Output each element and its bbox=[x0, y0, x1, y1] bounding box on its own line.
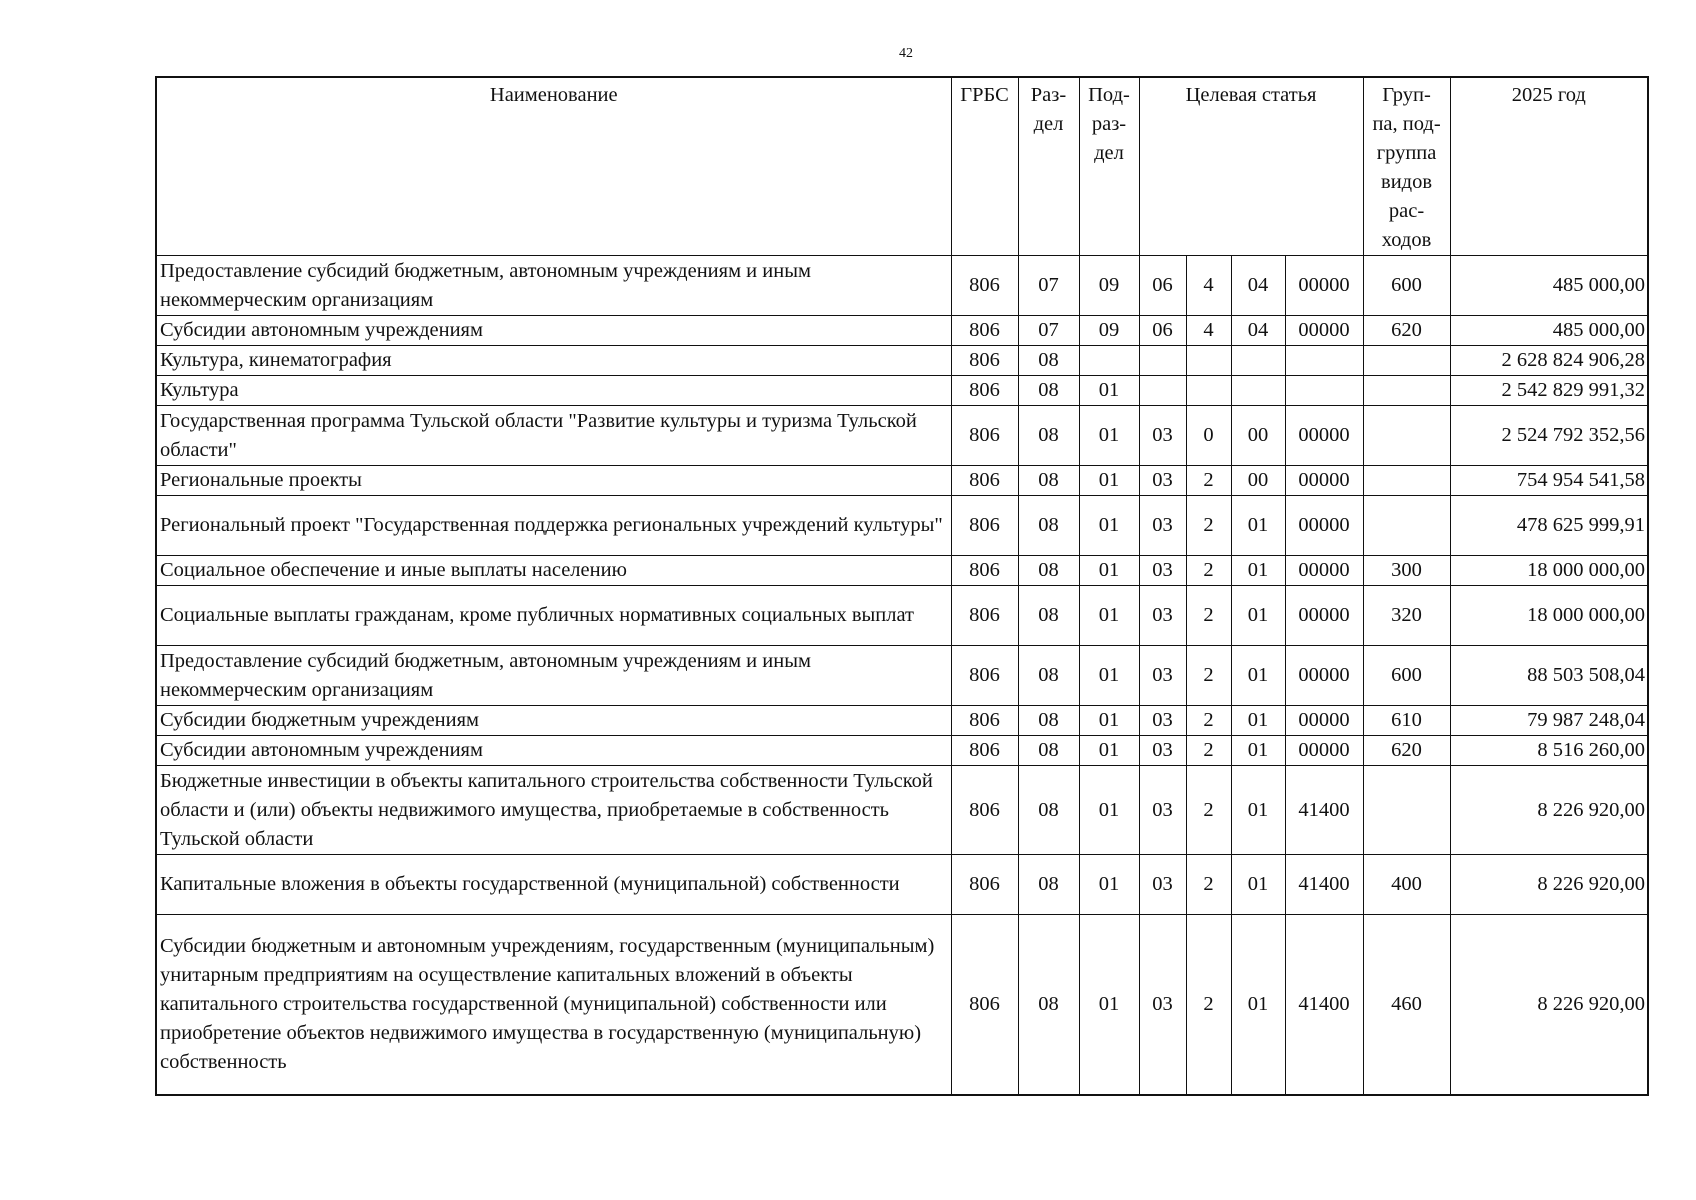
row-target-type: 2 bbox=[1186, 466, 1231, 496]
row-amount: 18 000 000,00 bbox=[1450, 586, 1648, 646]
row-target-subprogram: 01 bbox=[1231, 855, 1285, 915]
row-expense-group: 600 bbox=[1363, 256, 1450, 316]
row-target-type: 2 bbox=[1186, 556, 1231, 586]
row-razdel: 08 bbox=[1018, 586, 1079, 646]
row-name: Предоставление субсидий бюджетным, автономным учреждениям и иным некоммерческим организациям bbox=[156, 256, 951, 316]
row-target-direction: 41400 bbox=[1285, 855, 1363, 915]
row-target-program: 03 bbox=[1139, 855, 1186, 915]
row-grbs: 806 bbox=[951, 256, 1018, 316]
row-amount: 88 503 508,04 bbox=[1450, 646, 1648, 706]
table-row bbox=[156, 736, 1648, 766]
row-target-program: 06 bbox=[1139, 256, 1186, 316]
row-target-subprogram bbox=[1231, 346, 1285, 376]
row-target-direction bbox=[1285, 376, 1363, 406]
row-expense-group bbox=[1363, 466, 1450, 496]
row-amount: 8 516 260,00 bbox=[1450, 736, 1648, 766]
row-target-subprogram: 01 bbox=[1231, 766, 1285, 855]
row-razdel: 08 bbox=[1018, 466, 1079, 496]
row-amount: 8 226 920,00 bbox=[1450, 766, 1648, 855]
row-razdel: 08 bbox=[1018, 766, 1079, 855]
row-expense-group bbox=[1363, 346, 1450, 376]
row-amount: 485 000,00 bbox=[1450, 256, 1648, 316]
row-target-program: 03 bbox=[1139, 556, 1186, 586]
table-row bbox=[156, 316, 1648, 346]
row-name: Капитальные вложения в объекты государственной (муниципальной) собственности bbox=[156, 855, 951, 915]
row-target-type: 4 bbox=[1186, 256, 1231, 316]
row-target-program: 03 bbox=[1139, 736, 1186, 766]
header-target-article: Целевая статья bbox=[1139, 77, 1363, 256]
row-target-subprogram: 01 bbox=[1231, 496, 1285, 556]
row-target-program bbox=[1139, 376, 1186, 406]
row-name: Региональный проект "Государственная поддержка региональных учреждений культуры" bbox=[156, 496, 951, 556]
row-expense-group bbox=[1363, 406, 1450, 466]
row-podrazdel: 01 bbox=[1079, 496, 1139, 556]
row-grbs: 806 bbox=[951, 766, 1018, 855]
row-target-type: 2 bbox=[1186, 496, 1231, 556]
table-row bbox=[156, 466, 1648, 496]
row-expense-group: 300 bbox=[1363, 556, 1450, 586]
row-target-subprogram: 01 bbox=[1231, 915, 1285, 1095]
row-amount: 8 226 920,00 bbox=[1450, 915, 1648, 1095]
row-target-subprogram: 01 bbox=[1231, 646, 1285, 706]
row-amount: 2 542 829 991,32 bbox=[1450, 376, 1648, 406]
row-razdel: 08 bbox=[1018, 736, 1079, 766]
row-podrazdel: 01 bbox=[1079, 706, 1139, 736]
row-target-subprogram: 00 bbox=[1231, 406, 1285, 466]
row-target-direction: 00000 bbox=[1285, 316, 1363, 346]
row-podrazdel: 01 bbox=[1079, 915, 1139, 1095]
row-expense-group: 400 bbox=[1363, 855, 1450, 915]
row-name: Государственная программа Тульской области "Развитие культуры и туризма Тульской области" bbox=[156, 406, 951, 466]
row-expense-group bbox=[1363, 766, 1450, 855]
table-row bbox=[156, 766, 1648, 855]
row-target-direction: 00000 bbox=[1285, 736, 1363, 766]
row-target-subprogram: 01 bbox=[1231, 556, 1285, 586]
row-name: Социальное обеспечение и иные выплаты населению bbox=[156, 556, 951, 586]
row-expense-group: 600 bbox=[1363, 646, 1450, 706]
row-expense-group: 620 bbox=[1363, 316, 1450, 346]
row-podrazdel: 01 bbox=[1079, 376, 1139, 406]
row-podrazdel: 09 bbox=[1079, 316, 1139, 346]
row-podrazdel: 01 bbox=[1079, 766, 1139, 855]
row-target-direction: 00000 bbox=[1285, 646, 1363, 706]
row-target-program: 03 bbox=[1139, 706, 1186, 736]
row-grbs: 806 bbox=[951, 496, 1018, 556]
row-target-subprogram: 04 bbox=[1231, 256, 1285, 316]
row-grbs: 806 bbox=[951, 646, 1018, 706]
row-amount: 2 628 824 906,28 bbox=[1450, 346, 1648, 376]
row-amount: 79 987 248,04 bbox=[1450, 706, 1648, 736]
row-target-direction: 41400 bbox=[1285, 915, 1363, 1095]
row-grbs: 806 bbox=[951, 406, 1018, 466]
row-grbs: 806 bbox=[951, 736, 1018, 766]
row-podrazdel: 01 bbox=[1079, 556, 1139, 586]
row-target-type bbox=[1186, 346, 1231, 376]
table-body bbox=[156, 256, 1648, 1095]
row-expense-group: 620 bbox=[1363, 736, 1450, 766]
row-target-direction: 00000 bbox=[1285, 556, 1363, 586]
row-expense-group: 460 bbox=[1363, 915, 1450, 1095]
row-target-direction: 00000 bbox=[1285, 586, 1363, 646]
row-podrazdel: 01 bbox=[1079, 855, 1139, 915]
row-expense-group bbox=[1363, 496, 1450, 556]
row-expense-group bbox=[1363, 376, 1450, 406]
row-name: Субсидии бюджетным и автономным учреждениям, государственным (муниципальным) унитарным предприятиям на осуществление капитальных вложений в объекты капитального строительства государственной (муниципальной) собственности или приобретение объектов недвижимого имущества в государственную (муниципальную) собственность bbox=[156, 915, 951, 1095]
row-amount: 485 000,00 bbox=[1450, 316, 1648, 346]
row-target-direction: 00000 bbox=[1285, 466, 1363, 496]
row-target-direction: 00000 bbox=[1285, 406, 1363, 466]
row-razdel: 08 bbox=[1018, 556, 1079, 586]
row-target-type: 2 bbox=[1186, 706, 1231, 736]
table-row bbox=[156, 855, 1648, 915]
row-grbs: 806 bbox=[951, 556, 1018, 586]
row-amount: 2 524 792 352,56 bbox=[1450, 406, 1648, 466]
row-amount: 478 625 999,91 bbox=[1450, 496, 1648, 556]
row-podrazdel: 01 bbox=[1079, 646, 1139, 706]
row-name: Социальные выплаты гражданам, кроме публичных нормативных социальных выплат bbox=[156, 586, 951, 646]
row-target-subprogram: 00 bbox=[1231, 466, 1285, 496]
table-row bbox=[156, 646, 1648, 706]
row-target-direction: 00000 bbox=[1285, 256, 1363, 316]
row-target-subprogram: 01 bbox=[1231, 586, 1285, 646]
row-target-type: 4 bbox=[1186, 316, 1231, 346]
row-target-direction bbox=[1285, 346, 1363, 376]
row-razdel: 08 bbox=[1018, 406, 1079, 466]
row-target-type: 0 bbox=[1186, 406, 1231, 466]
header-grbs: ГРБС bbox=[951, 77, 1018, 256]
row-razdel: 08 bbox=[1018, 496, 1079, 556]
table-row bbox=[156, 346, 1648, 376]
row-razdel: 07 bbox=[1018, 316, 1079, 346]
row-podrazdel: 01 bbox=[1079, 406, 1139, 466]
row-target-program: 06 bbox=[1139, 316, 1186, 346]
header-razdel: Раз- дел bbox=[1018, 77, 1079, 256]
table-row bbox=[156, 496, 1648, 556]
table-row bbox=[156, 586, 1648, 646]
row-target-program bbox=[1139, 346, 1186, 376]
table-row bbox=[156, 556, 1648, 586]
row-target-direction: 00000 bbox=[1285, 496, 1363, 556]
row-name: Бюджетные инвестиции в объекты капитального строительства собственности Тульской области и (или) объекты недвижимого имущества, приобретаемые в собственность Тульской области bbox=[156, 766, 951, 855]
row-name: Субсидии автономным учреждениям bbox=[156, 736, 951, 766]
row-target-subprogram: 04 bbox=[1231, 316, 1285, 346]
row-podrazdel: 01 bbox=[1079, 466, 1139, 496]
row-razdel: 07 bbox=[1018, 256, 1079, 316]
row-grbs: 806 bbox=[951, 376, 1018, 406]
row-podrazdel: 09 bbox=[1079, 256, 1139, 316]
row-amount: 18 000 000,00 bbox=[1450, 556, 1648, 586]
header-name: Наименование bbox=[156, 77, 951, 256]
row-amount: 754 954 541,58 bbox=[1450, 466, 1648, 496]
row-target-subprogram bbox=[1231, 376, 1285, 406]
row-razdel: 08 bbox=[1018, 706, 1079, 736]
table-row bbox=[156, 915, 1648, 1095]
row-name: Субсидии автономным учреждениям bbox=[156, 316, 951, 346]
row-name: Культура bbox=[156, 376, 951, 406]
row-target-program: 03 bbox=[1139, 766, 1186, 855]
row-name: Предоставление субсидий бюджетным, автономным учреждениям и иным некоммерческим организациям bbox=[156, 646, 951, 706]
table-row bbox=[156, 706, 1648, 736]
row-target-type: 2 bbox=[1186, 586, 1231, 646]
row-expense-group: 320 bbox=[1363, 586, 1450, 646]
row-target-type: 2 bbox=[1186, 855, 1231, 915]
row-target-program: 03 bbox=[1139, 646, 1186, 706]
row-grbs: 806 bbox=[951, 316, 1018, 346]
table-row bbox=[156, 406, 1648, 466]
row-razdel: 08 bbox=[1018, 646, 1079, 706]
row-grbs: 806 bbox=[951, 915, 1018, 1095]
page-number: 42 bbox=[899, 46, 913, 61]
row-target-subprogram: 01 bbox=[1231, 736, 1285, 766]
header-row bbox=[156, 77, 1648, 256]
row-razdel: 08 bbox=[1018, 915, 1079, 1095]
row-razdel: 08 bbox=[1018, 855, 1079, 915]
row-podrazdel: 01 bbox=[1079, 586, 1139, 646]
row-name: Региональные проекты bbox=[156, 466, 951, 496]
row-target-type: 2 bbox=[1186, 766, 1231, 855]
row-grbs: 806 bbox=[951, 855, 1018, 915]
row-name: Субсидии бюджетным учреждениям bbox=[156, 706, 951, 736]
row-target-program: 03 bbox=[1139, 406, 1186, 466]
budget-table bbox=[155, 76, 1649, 1096]
row-grbs: 806 bbox=[951, 346, 1018, 376]
row-grbs: 806 bbox=[951, 586, 1018, 646]
row-podrazdel: 01 bbox=[1079, 736, 1139, 766]
table-row bbox=[156, 376, 1648, 406]
row-expense-group: 610 bbox=[1363, 706, 1450, 736]
header-expense-group: Груп- па, под- группа видов рас- ходов bbox=[1363, 77, 1450, 256]
row-grbs: 806 bbox=[951, 466, 1018, 496]
row-target-direction: 41400 bbox=[1285, 766, 1363, 855]
row-target-program: 03 bbox=[1139, 496, 1186, 556]
row-target-type: 2 bbox=[1186, 915, 1231, 1095]
row-target-subprogram: 01 bbox=[1231, 706, 1285, 736]
row-target-program: 03 bbox=[1139, 586, 1186, 646]
row-razdel: 08 bbox=[1018, 376, 1079, 406]
row-target-direction: 00000 bbox=[1285, 706, 1363, 736]
row-target-type bbox=[1186, 376, 1231, 406]
header-year-2025: 2025 год bbox=[1450, 77, 1648, 256]
row-target-program: 03 bbox=[1139, 915, 1186, 1095]
row-grbs: 806 bbox=[951, 706, 1018, 736]
row-target-type: 2 bbox=[1186, 646, 1231, 706]
table-row bbox=[156, 256, 1648, 316]
row-target-program: 03 bbox=[1139, 466, 1186, 496]
row-target-type: 2 bbox=[1186, 736, 1231, 766]
row-amount: 8 226 920,00 bbox=[1450, 855, 1648, 915]
row-name: Культура, кинематография bbox=[156, 346, 951, 376]
row-podrazdel bbox=[1079, 346, 1139, 376]
row-razdel: 08 bbox=[1018, 346, 1079, 376]
header-podrazdel: Под- раз- дел bbox=[1079, 77, 1139, 256]
